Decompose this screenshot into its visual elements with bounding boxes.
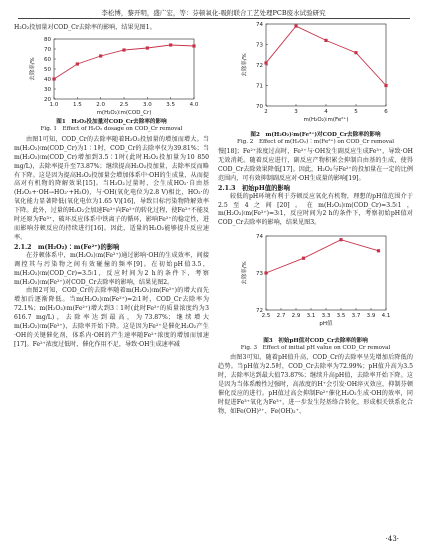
y-tick-label: 40 xyxy=(44,76,51,83)
data-point xyxy=(264,272,267,275)
y-tick-label: 72 xyxy=(256,63,263,69)
data-point xyxy=(192,44,195,47)
y-tick-label: 80 xyxy=(44,36,51,43)
data-point xyxy=(169,43,172,46)
y-tick-label: 74 xyxy=(256,234,263,241)
data-point xyxy=(122,48,125,51)
left-column xyxy=(14,24,209,350)
right-paragraph-3: 由图3可知，随着pH值升高，COD_Cr的去除率呈先增加后降低的趋势。当pH值为2.5时，COD_Cr去除率为72.99%；pH值升高为3.5时，去除率达到最大值73.87%；继续升高pH值，去除率开始下降。这是因为当体系酸性过强时，高浓度的H⁺会引发·OH淬灭效应，抑制芬顿催化反应的进行。pH值过高会抑制Fe²⁺催化H₂O₂生成·OH的效率，同时促进Fe³⁺氧化为Fe³⁺，进一步发生羟基络合转化，形成相关铁系化合物，如Fe(OH)²⁺、Fe(OH)₂⁺、 xyxy=(218,354,413,415)
data-point xyxy=(354,51,357,54)
x-tick-label: 1.0 xyxy=(49,101,59,108)
y-axis-label: 去除率/% xyxy=(242,53,248,77)
figure-3 xyxy=(218,230,413,338)
plot-frame xyxy=(266,24,386,106)
x-tick-label: 2.0 xyxy=(96,101,106,108)
data-point xyxy=(302,257,305,260)
fig1-caption-en: Fig. 1 Effect of H₂O₂ dosage on COD_Cr removal xyxy=(40,125,183,132)
figure-1 xyxy=(14,33,209,119)
left-paragraph-1: 由图1可知，COD_Cr的去除率随着H₂O₂投加量的增加而增大。当m(H₂O₂)∶m(COD_Cr)为1∶1时，COD_Cr的去除率仅为39.81%；当m(H₂O₂)∶m(COD_Cr)增加到3.5∶1时(此时H₂O₂投加量为10 850 mg/L)，去除率提升至73.87%；继续提高H₂O₂投加量，去除率反而略有下降。这是因为提高H₂O₂投加量会增加体系中·OH的生成量，从而提高对有机物的降解效果[15]。当H₂O₂过量时，会生成HO₂·自由基(H₂O₂+·OH→HO₂·+H₂O)，与·OH(氧化电位为2.8 V)相比，HO₂·的氧化能力显著降低(氧化电位为1.65 V)[16]，导致目标污染物降解效率下降。此外，过量的H₂O₂会加速Fe³⁺向Fe²⁺的转化过程，使Fe²⁺不能及时还原为Fe³⁺，破坏反应体系中铁离子的循环，影响Fe²⁺的稳定性，进而影响芬顿反应的持续进行[16]。因此，适量的H₂O₂能够提升反应速率。 xyxy=(14,135,209,241)
page-number: ·43· xyxy=(385,535,399,543)
x-tick-label: 4.1 xyxy=(381,313,391,320)
data-point xyxy=(339,238,342,241)
left-paragraph-3: 由图2可知，COD_Cr的去除率随着m(H₂O₂)∶m(Fe²⁺)的增大而先增加后逐渐降低。当m(H₂O₂)∶m(Fe²⁺)=2∶1时，COD_Cr去除率为72.1%；m(H₂O₂)∶m(Fe²⁺)增大到3∶1时(此时Fe²⁺的质量浓度约为3 616.7 mg/L)，去除率达到最高，为73.87%；继续增大m(H₂O₂)∶m(Fe²⁺)，去除率开始下降。这是因为Fe²⁺是催化H₂O₂产生·OH的关键催化剂，体系内·OH的产生速率随Fe²⁺浓度的增加而加速[17]。Fe²⁺浓度过低时，催化作用不足，导致·OH生成速率减 xyxy=(14,287,209,348)
x-tick-label: 4.0 xyxy=(189,101,199,108)
chart-fig3 xyxy=(218,230,413,338)
x-tick-label: 3 xyxy=(294,109,298,115)
x-tick-label: 2.9 xyxy=(291,313,301,320)
x-tick-label: 1.5 xyxy=(72,101,82,108)
x-tick-label: 2 xyxy=(264,109,268,115)
chart-fig1 xyxy=(14,33,209,119)
y-tick-label: 74 xyxy=(256,22,263,28)
data-point xyxy=(99,54,102,57)
y-tick-label: 30 xyxy=(44,86,51,93)
y-tick-label: 50 xyxy=(44,66,51,73)
data-point xyxy=(52,77,55,80)
plot-frame xyxy=(54,39,194,99)
x-tick-label: 5 xyxy=(354,109,358,115)
x-tick-label: 2.7 xyxy=(276,313,286,320)
left-paragraph-2: 在芬顿体系中，m(H₂O₂)∶m(Fe²⁺)通过影响·OH的生成效率，间接调控其与污染物之间有效碰撞的频率[9]。在初始pH值3.5，m(H₂O₂)∶m(COD_Cr)=3.5∶1，反应时间为2 h的条件下，考察m(H₂O₂)∶m(Fe²⁺)对COD_Cr去除率的影响，结果见图2。 xyxy=(14,251,209,286)
x-tick-label: 2.5 xyxy=(261,313,271,320)
data-point xyxy=(377,249,380,252)
y-tick-label: 71 xyxy=(256,83,263,90)
x-tick-label: 3.9 xyxy=(366,313,376,320)
y-tick-label: 70 xyxy=(256,104,263,110)
data-point xyxy=(264,61,267,64)
series-line xyxy=(266,26,386,85)
running-header: 李松博，黎开明，盛广宏，等：芬顿氧化-吸附联合工艺处理PCB废水试验研究 xyxy=(101,9,326,17)
data-point xyxy=(146,46,149,49)
y-tick-label: 60 xyxy=(44,56,51,63)
fig2-caption-cn: 图2 m(H₂O₂)∶m(Fe²⁺)对COD_Cr去除率的影响 xyxy=(250,132,381,138)
fig3-caption-en: Fig. 3 Effect of initial pH value on COD_Cr removal xyxy=(240,345,391,352)
right-paragraph-1: 慢[18]；Fe²⁺浓度过高时，Fe²⁺与·OH发生副反应生成Fe³⁺，导致·OH无效消耗。随着反应进行，副反应产物积累会抑制自由基的生成，使得COD_Cr去除效果降低[17]。因此，H₂O₂与Fe²⁺的投加量在一定的比例范围内，可有效抑制副反应对·OH生成量的影响[19]。 xyxy=(218,148,413,182)
header-rule xyxy=(18,18,410,19)
x-tick-label: 3.5 xyxy=(166,101,176,108)
x-tick-label: 4 xyxy=(324,109,328,115)
x-tick-label: 2.5 xyxy=(119,101,129,108)
fig1-caption-cn: 图1 H₂O₂投加量对COD_Cr去除率的影响 xyxy=(56,118,167,125)
data-point xyxy=(294,24,297,27)
y-tick-label: 73 xyxy=(256,271,263,278)
x-axis-label: m(H₂O₂)∶m(COD_Cr) xyxy=(96,109,152,116)
fig2-caption-en: Fig. 2 Effect of m(H₂O₂)∶m(Fe²⁺) on COD_Cr removal xyxy=(236,139,394,145)
x-tick-label: 3.7 xyxy=(351,313,361,320)
y-axis-label: 去除率/% xyxy=(242,261,248,286)
right-paragraph-2: 较低的pH环境有利于芬顿反应氧化有机物，理想的pH值范围介于2.5至4之间[20]。在m(H₂O₂)∶m(COD_Cr)=3.5∶1，m(H₂O₂)∶m(Fe²⁺)=3∶1，反应时间为2 h的条件下，考察初始pH值对COD_Cr去除率的影响，结果见图3。 xyxy=(218,192,413,227)
x-tick-label: 6 xyxy=(384,109,388,115)
data-point xyxy=(76,62,79,65)
section-2-1-2: 2.1.2 m(H₂O₂)∶m(Fe²⁺)的影响 xyxy=(14,243,120,251)
x-tick-label: 3.0 xyxy=(142,101,152,108)
fig3-caption-cn: 图3 初始pH值对COD_Cr去除率的影响 xyxy=(263,338,368,345)
x-tick-label: 3.5 xyxy=(336,313,346,320)
section-2-1-3: 2.1.3 初始pH值的影响 xyxy=(218,184,290,192)
data-point xyxy=(384,84,387,87)
y-tick-label: 70 xyxy=(44,46,51,53)
series-line xyxy=(266,240,379,273)
y-tick-label: 20 xyxy=(44,96,51,103)
x-tick-label: 3.1 xyxy=(306,313,316,320)
y-axis-label: 去除率/% xyxy=(30,57,36,81)
data-point xyxy=(324,39,327,42)
chart-fig2 xyxy=(218,20,413,132)
figure-2 xyxy=(218,20,413,132)
y-tick-label: 73 xyxy=(256,42,263,49)
x-tick-label: 3.3 xyxy=(321,313,331,320)
y-tick-label: 72 xyxy=(256,308,263,315)
left-top-line: H₂O₂投加量对COD_Cr去除率的影响，结果见图1。 xyxy=(14,24,156,31)
right-column xyxy=(218,20,413,417)
x-axis-label: pH值 xyxy=(319,321,333,328)
x-axis-label: m(H₂O₂)∶m(Fe²⁺) xyxy=(303,117,349,123)
